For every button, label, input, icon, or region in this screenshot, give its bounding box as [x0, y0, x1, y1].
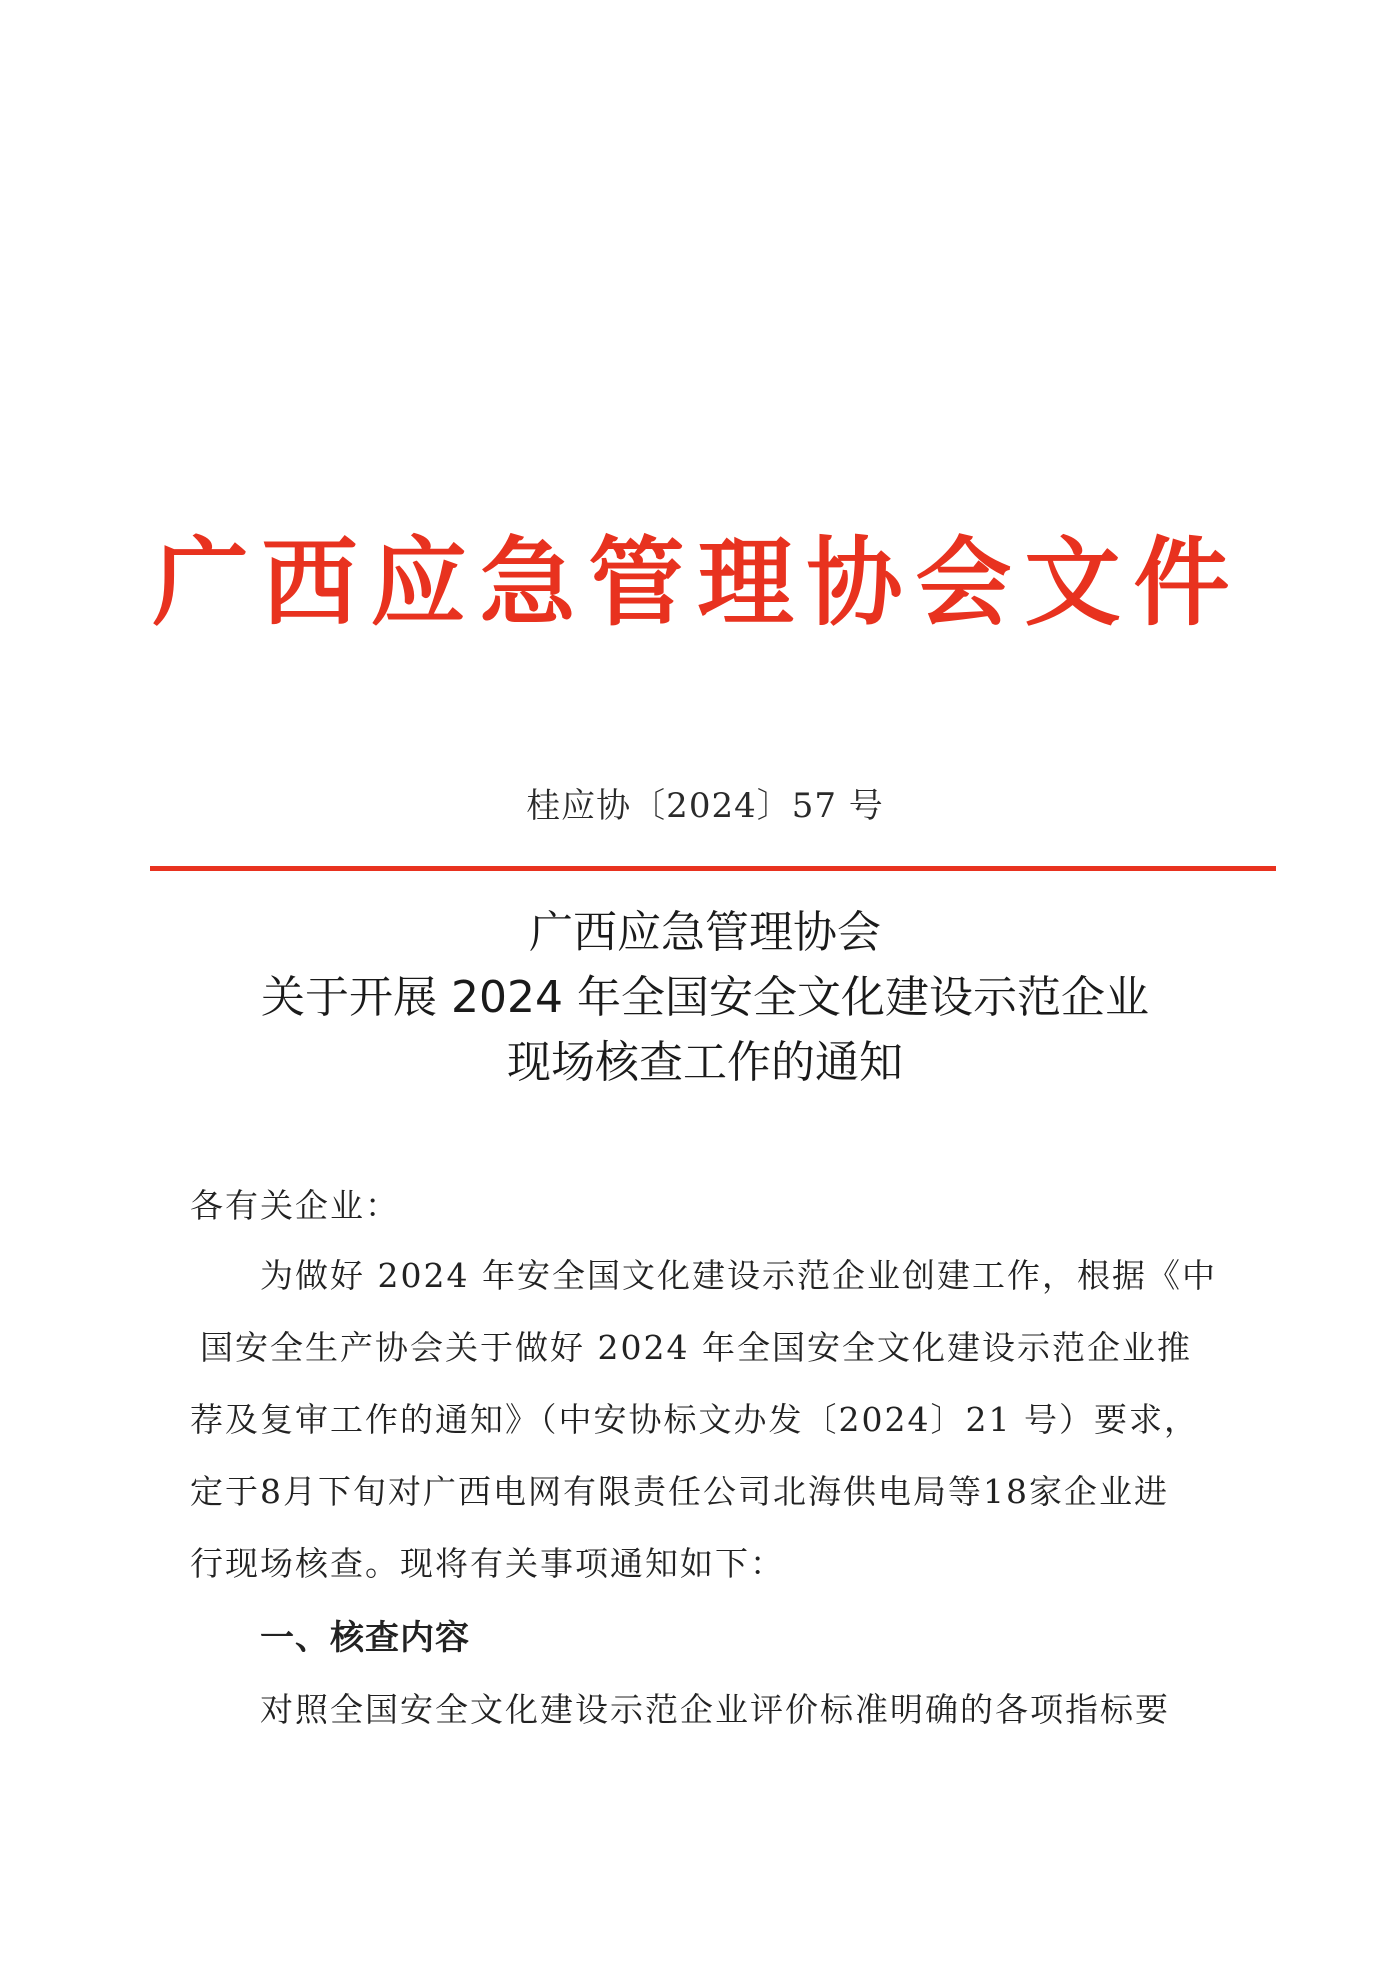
paragraph-line: 对照全国安全文化建设示范企业评价标准明确的各项指标要: [260, 1690, 1170, 1729]
red-divider: [150, 866, 1276, 871]
notice-title-line-3: 现场核查工作的通知: [507, 1037, 903, 1088]
notice-title: [0, 900, 1395, 1095]
paragraph-line: 定于8月下旬对广西电网有限责任公司北海供电局等18家企业进: [190, 1472, 1169, 1511]
salutation: 各有关企业：: [190, 1186, 400, 1225]
paragraph-line: 行现场核查。现将有关事项通知如下：: [190, 1544, 785, 1583]
doc-number: 桂应协〔2024〕57 号: [526, 786, 884, 826]
notice-title-line-1: 广西应急管理协会: [529, 907, 881, 958]
notice-title-line-2: 关于开展 2024 年全国安全文化建设示范企业: [261, 972, 1149, 1023]
paragraph-line: 为做好 2024 年安全国文化建设示范企业创建工作，根据《中: [260, 1256, 1217, 1295]
paragraph-line: 国安全生产协会关于做好 2024 年全国安全文化建设示范企业推: [200, 1328, 1192, 1367]
paragraph-line: 荐及复审工作的通知》（中安协标文办发〔2024〕21 号）要求，: [190, 1400, 1199, 1439]
section-heading: 一、核查内容: [260, 1618, 470, 1658]
org-file-title: 广西应急管理协会文件: [152, 526, 1243, 639]
